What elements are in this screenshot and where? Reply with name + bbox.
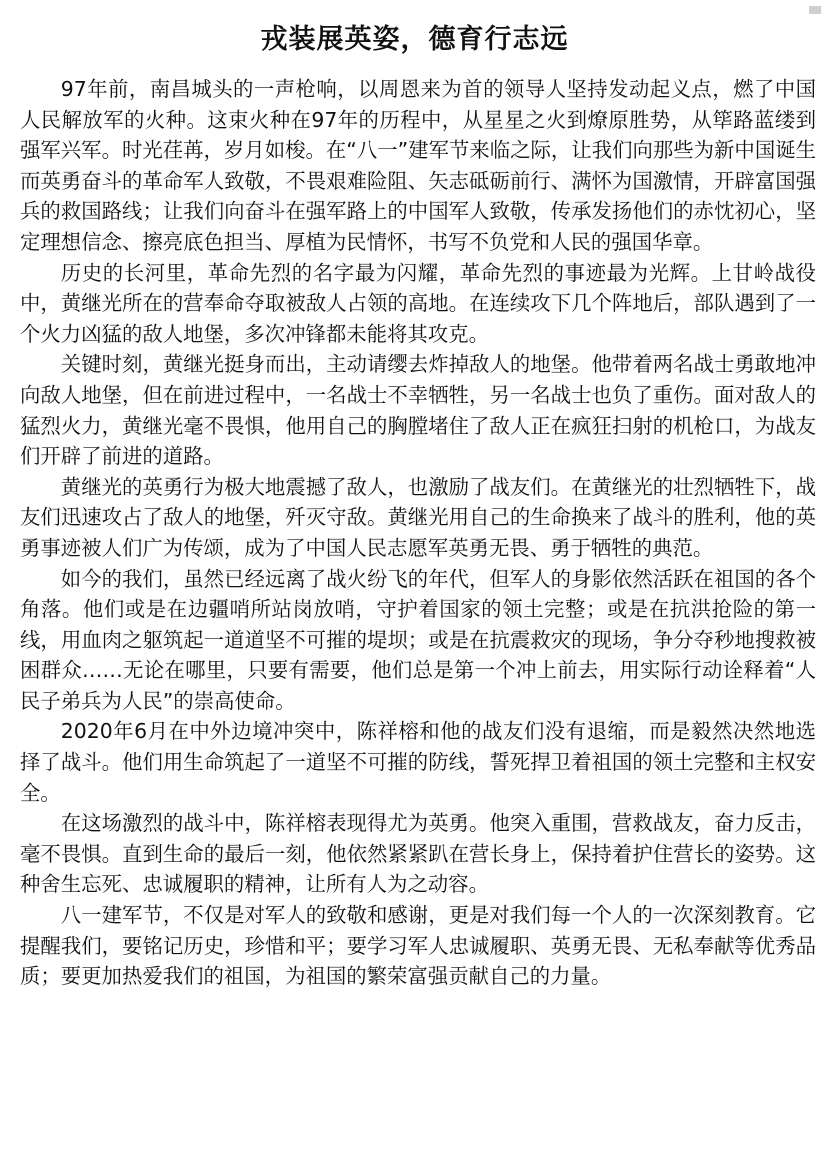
document-title: 戎装展英姿，德育行志远 [260, 24, 569, 55]
paragraph: 八一建军节，不仅是对军人的致敬和感谢，更是对我们每一个人的一次深刻教育。它提醒我们，要铭记历史，珍惜和平；要学习军人忠诚履职、英勇无畏、无私奉献等优秀品质；要更加热爱我们的祖国，为祖国的繁荣富强贡献自己的力量。 [20, 903, 816, 989]
document-body [20, 74, 816, 992]
paragraph: 黄继光的英勇行为极大地震撼了敌人，也激励了战友们。在黄继光的壮烈牺牲下，战友们迅速攻占了敌人的地堡，歼灭守敌。黄继光用自己的生命换来了战斗的胜利，他的英勇事迹被人们广为传颂，成为了中国人民志愿军英勇无畏、勇于牺牲的典范。 [20, 474, 816, 560]
paragraph: 在这场激烈的战斗中，陈祥榕表现得尤为英勇。他突入重围，营救战友，奋力反击，毫不畏惧。直到生命的最后一刻，他依然紧紧趴在营长身上，保持着护住营长的姿势。这种舍生忘死、忠诚履职的精神，让所有人为之动容。 [20, 811, 816, 897]
paragraph: 97年前，南昌城头的一声枪响，以周恩来为首的领导人坚持发动起义点，燃了中国人民解放军的火种。这束火种在97年的历程中，从星星之火到燎原胜势，从筚路蓝缕到强军兴军。时光荏苒，岁月如梭。在“八一”建军节来临之际，让我们向那些为新中国诞生而英勇奋斗的革命军人致敬，不畏艰难险阻、矢志砥砺前行、满怀为国激情，开辟富国强兵的救国路线；让我们向奋斗在强军路上的中国军人致敬，传承发扬他们的赤忱初心，坚定理想信念、擦亮底色担当、厚植为民情怀，书写不负党和人民的强国华章。 [20, 77, 816, 254]
paragraph: 关键时刻，黄继光挺身而出，主动请缨去炸掉敌人的地堡。他带着两名战士勇敢地冲向敌人地堡，但在前进过程中，一名战士不幸牺牲，另一名战士也负了重伤。面对敌人的猛烈火力，黄继光毫不畏惧，他用自己的胸膛堵住了敌人正在疯狂扫射的机枪口，为战友们开辟了前进的道路。 [20, 352, 816, 469]
paragraph: 如今的我们，虽然已经远离了战火纷飞的年代，但军人的身影依然活跃在祖国的各个角落。他们或是在边疆哨所站岗放哨，守护着国家的领土完整；或是在抗洪抢险的第一线，用血肉之躯筑起一道道坚不可摧的堤坝；或是在抗震救灾的现场，争分夺秒地搜救被困群众……无论在哪里，只要有需要，他们总是第一个冲上前去，用实际行动诠释着“人民子弟兵为人民”的崇高使命。 [20, 566, 816, 713]
paragraph: 2020年6月在中外边境冲突中，陈祥榕和他的战友们没有退缩，而是毅然决然地选择了战斗。他们用生命筑起了一道坚不可摧的防线，誓死捍卫着祖国的领土完整和主权安全。 [20, 719, 816, 805]
paragraph: 历史的长河里，革命先烈的名字最为闪耀，革命先烈的事迹最为光辉。上甘岭战役中，黄继光所在的营奉命夺取被敌人占领的高地。在连续攻下几个阵地后，部队遇到了一个火力凶猛的敌人地堡，多次冲锋都未能将其攻克。 [20, 260, 816, 346]
corner-mark-icon [809, 6, 821, 14]
